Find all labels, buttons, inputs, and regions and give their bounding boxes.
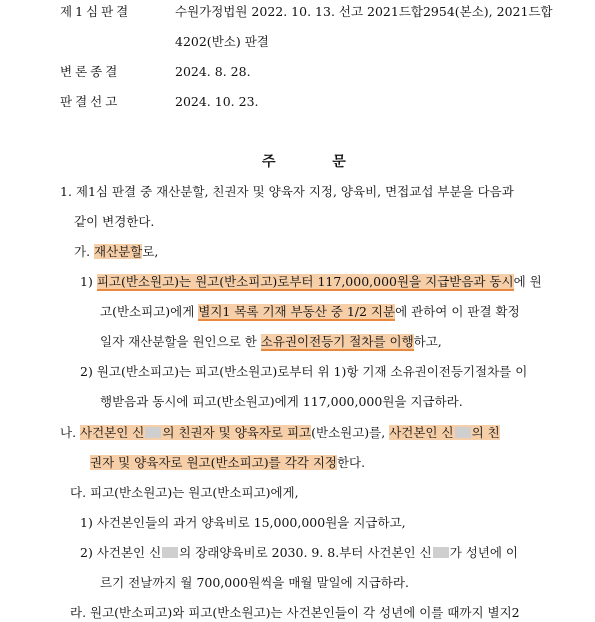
closing-label: 변론종결 [60,64,121,79]
item-da-2-line-1 [80,544,518,562]
item-ga-1-line-2-b: 에 관하여 이 판결 확정 [395,304,520,319]
item-na-highlight-1-b: 의 친권자 및 양육자로 피고 [162,425,312,440]
item-ga-1-line-3-highlight: 소유권이전등기 절차를 이행 [260,334,414,349]
redaction-mark [162,547,178,558]
item-na-line-2-highlight: 권자 및 양육자로 원고(반소피고)를 각각 지정 [90,455,337,470]
item-ga-1-line-2-highlight: 별지1 목록 기재 부동산 중 1/2 지분 [198,304,396,319]
item-na-line-2 [90,454,365,472]
item-ga [74,243,158,261]
item-na-highlight-1-a: 사건본인 신 [80,425,145,440]
item-1-line-1: 1. 제1심 판결 중 재산분할, 친권자 및 양육자 지정, 양육비, 면접교섭 부분을 다음과 [60,184,514,199]
item-ga-1-line-2 [100,303,520,321]
item-ga-1-highlight: 피고(반소원고)는 원고(반소피고)로부터 117,000,000원을 지급받음과 동시 [96,274,514,289]
redaction-mark [455,427,471,438]
item-ga-tail: 로, [142,244,159,259]
redaction-mark [433,547,449,558]
item-ga-1-line-2-a: 고(반소피고)에게 [100,304,199,319]
first-instance-value-cont: 4202(반소) 판결 [175,34,269,49]
item-na-highlight-2-a: 사건본인 신 [389,425,454,440]
item-da-2-c: 가 성년에 이 [449,545,519,560]
ruling-label: 판결선고 [60,94,121,109]
closing-date: 2024. 8. 28. [175,64,251,79]
item-na-marker: 나. [60,425,81,440]
item-na-highlight-2-b: 의 친 [471,425,500,440]
first-instance-value: 수원가정법원 2022. 10. 13. 선고 2021드합2954(본소), 2021드합 [175,4,553,19]
item-na-highlight-2 [389,425,499,440]
item-ga-highlight: 재산분할 [94,244,143,259]
item-ga-1-num: 1) [80,274,97,289]
item-na-line-2-tail: 한다. [336,455,366,470]
item-ga-2-line-1: 2) 원고(반소피고)는 피고(반소원고)로부터 위 1)항 기재 소유권이전등기절차를 이 [80,364,528,379]
item-da-2-a: 2) 사건본인 신 [80,545,162,560]
item-ga-1-line-3 [100,333,442,351]
item-da-2-b: 의 장래양육비로 2030. 9. 8.부터 사건본인 신 [179,545,432,560]
item-ga-marker: 가. [74,244,95,259]
item-da-2-line-2: 르기 전날까지 월 700,000원씩을 매월 말일에 지급하라. [100,575,409,590]
item-na-line-1 [60,424,500,442]
order-title-left: 주 [262,154,277,170]
item-da-1: 1) 사건본인들의 과거 양육비로 15,000,000원을 지급하고, [80,515,406,530]
item-ga-1-line-3-b: 하고, [413,334,442,349]
item-ga-1-line-1 [80,273,542,291]
ruling-date: 2024. 10. 23. [175,94,259,109]
item-na-mid: (반소원고)를, [311,425,390,440]
redaction-mark [145,427,161,438]
item-1-line-2: 같이 변경한다. [74,214,155,229]
item-ra-line-1: 라. 원고(반소피고)와 피고(반소원고)는 사건본인들이 각 성년에 이를 때까지 별지2 [70,605,520,620]
item-ga-2-line-2: 행받음과 동시에 피고(반소원고)에게 117,000,000원을 지급하라. [100,394,463,409]
item-da-line-1: 다. 피고(반소원고)는 원고(반소피고)에게, [70,485,299,500]
item-na-highlight-1 [80,425,311,440]
order-title [262,151,347,171]
order-title-right: 문 [332,154,347,170]
first-instance-label: 제1심판결 [60,4,132,19]
item-ga-1-tail: 에 원 [513,274,542,289]
item-ga-1-line-3-a: 일자 재산분할을 원인으로 한 [100,334,261,349]
